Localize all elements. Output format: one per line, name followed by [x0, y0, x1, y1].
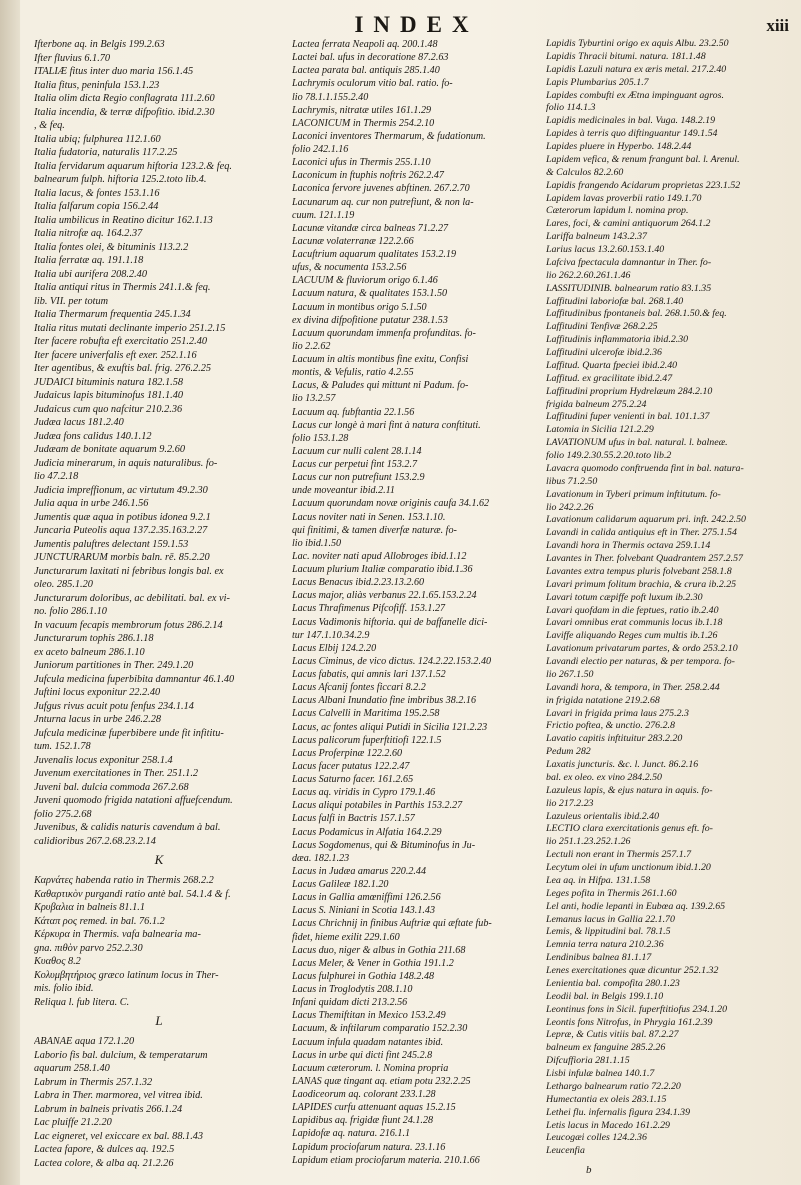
index-entry: Lacus Chrichnij in finibus Auftriæ qui æftate fub-: [292, 918, 492, 930]
index-entry: Lachrymis, nitratæ utiles 161.1.29: [292, 104, 432, 116]
index-entry: Lacus aliqui potabiles in Parthis 153.2.27: [292, 800, 463, 812]
index-entry: Lavationum privatarum partes, & ordo 253.2.10: [546, 643, 738, 655]
index-entry: lio 78.1.1.155.2.40: [292, 91, 369, 103]
index-entry: folio 242.1.16: [292, 144, 349, 155]
index-entry: Lares, foci, & camini antiquorum 264.1.2: [546, 218, 711, 230]
index-entry: Lectuli non erant in Thermis 257.1.7: [546, 849, 692, 861]
index-entry: Judaicus lapis bituminofus 181.1.40: [34, 390, 184, 401]
index-entry: lio 2.2.62: [292, 340, 331, 352]
index-entry: Infani quidam dicti 213.2.56: [292, 997, 408, 1009]
index-entry: Laffitud. ex gracilitate ibid.2.47: [546, 372, 673, 384]
index-entry: Lemnia terra natura 210.2.36: [546, 939, 664, 951]
index-entry: Lacus Calvelli in Maritima 195.2.58: [292, 708, 440, 720]
index-entry: oleo. 285.1.20: [34, 579, 93, 590]
index-entry: Lacunæ vitandæ circa balneas 71.2.27: [292, 222, 449, 234]
index-entry: Lapidis medicinales in bal. Vuga. 148.2.19: [546, 115, 716, 127]
index-entry: Lacus Sogdomenus, qui & Bituminofus in Ju-: [292, 839, 476, 851]
index-entry: Jumentis paluftres delectant 159.1.53: [34, 538, 189, 550]
index-entry: Italia nitrofæ aq. 164.2.37: [34, 228, 143, 239]
entries-la: [292, 38, 542, 1167]
index-entry: Italia fontes olei, & bituminis 113.2.2: [34, 241, 189, 253]
index-entry: cuum. 121.1.19: [292, 209, 355, 221]
index-entry: LAVATIONUM ufus in bal. natural. l. balneæ.: [546, 437, 728, 449]
index-column-1: [34, 38, 284, 1173]
index-entry: Lac pluiffe 21.2.20: [34, 1117, 112, 1128]
index-entry: Lavari primum folitum brachia, & crura ib.2.25: [546, 578, 737, 590]
index-entry: Laffitudini laboriofæ bal. 268.1.40: [546, 295, 684, 307]
index-entry: Lafciva fpectacula damnantur in Ther. fo-: [546, 256, 712, 268]
index-entry: Laconicum in ftuphis noftris 262.2.47: [292, 170, 444, 182]
index-entry: LANAS quæ tingant aq. etiam potu 232.2.25: [292, 1075, 471, 1087]
index-entry: unde moveantur ibid.2.11: [292, 485, 395, 497]
index-entry: Laviffe aliquando Reges cum multis ib.1.26: [546, 630, 718, 642]
index-entry: Lemanus lacus in Gallia 22.1.70: [546, 913, 675, 925]
index-entry: Lel anti, hodie lepanti in Eubœa aq. 139.2.65: [546, 900, 726, 912]
index-entry: Lacus Elbij 124.2.20: [292, 642, 377, 654]
index-entry: ex aceto balneum 286.1.10: [34, 646, 145, 658]
index-entry: lio 13.2.57: [292, 393, 336, 405]
index-entry: Jnturna lacus in urbe 246.2.28: [34, 714, 161, 725]
index-entry: Lavantes in Ther. folvebant Quadrantem 257.2.57: [546, 553, 743, 564]
index-entry: Humectantia ex oleis 283.1.15: [546, 1093, 667, 1105]
index-entry: Jufcula medicinæ fuperbibere unde fit infititu-: [34, 727, 224, 739]
index-entry: Italia ritus mutati declinante imperio 251.2.15: [34, 322, 226, 334]
index-entry: Lavandi electio per naturas, & per tempora. fo-: [546, 656, 735, 667]
index-entry: tur 147.1.10.34.2.9: [292, 629, 370, 641]
index-entry: gna. πιθὸν parvo 252.2.30: [34, 942, 143, 954]
index-entry: Lacus, & Paludes qui mittunt ni Padum. fo-: [292, 380, 469, 392]
index-entry: Lavari omnibus erat communis locus ib.1.18: [546, 617, 723, 629]
index-entry: Lenes exercitationes quæ dicuntur 252.1.32: [546, 965, 719, 976]
index-entry: Lacuum aq. fubftantia 22.1.56: [292, 406, 415, 418]
index-entry: ABANAE aqua 172.1.20: [34, 1036, 135, 1047]
index-entry: folio 114.1.3: [546, 102, 596, 114]
index-entry: lio 242.2.26: [546, 501, 594, 513]
index-entry: Lacuum infula quadam natantes ibid.: [292, 1036, 444, 1048]
index-entry: qui finitimi, & tamen diverfæ naturæ. fo-: [292, 524, 457, 536]
index-entry: Italia ubi aurifera 208.2.40: [34, 268, 147, 280]
index-entry: Lacus Podamicus in Alfatia 164.2.29: [292, 826, 442, 838]
index-entry: JUNCTURARUM morbis baln. rē. 85.2.20: [34, 552, 210, 563]
index-entry: Leontinus fons in Sicil. fuperftitiofus 234.1.20: [546, 1003, 728, 1015]
index-entry: Laffitud. Quarta fpeciei ibid.2.40: [546, 359, 678, 371]
index-entry: lio 217.2.23: [546, 797, 594, 809]
index-entry: Lapidum etiam prociofarum materia. 210.1.66: [292, 1154, 480, 1166]
index-entry: Κρυβαλια in balneis 81.1.1: [34, 902, 146, 913]
index-entry: , & feq.: [34, 120, 65, 131]
index-entry: Laffitudinis inflammatoria ibid.2.30: [546, 334, 689, 346]
index-entry: Lacus in urbe qui dicti fint 245.2.8: [292, 1049, 433, 1061]
index-entry: Lacus Albani Inundatio fine imbribus 38.2.16: [292, 695, 477, 707]
index-entry: Lapidis frangendo Acidarum proprietas 223.1.52: [546, 179, 741, 191]
index-entry: Juftini locus exponitur 22.2.40: [34, 687, 161, 698]
index-entry: Lactea fapore, & dulces aq. 192.5: [34, 1144, 175, 1155]
index-entry: lib. VII. per totum: [34, 295, 109, 307]
index-entry: Lecytum olei in ufum unctionum ibid.1.20: [546, 862, 711, 873]
index-entry: & Calculos 82.2.60: [546, 166, 624, 178]
index-entry: mis. folio ibid.: [34, 983, 94, 994]
index-entry: folio 275.2.68: [34, 808, 92, 820]
index-entry: Κυαθος 8.2: [34, 956, 81, 967]
index-entry: Laffitudini fuper venienti in bal. 101.1.37: [546, 411, 710, 423]
index-entry: Pedum 282: [546, 746, 591, 758]
index-entry: Καρνάτες habenda ratio in Thermis 268.2.2: [34, 875, 214, 886]
index-entry: Laffitudinibus fpontaneis bal. 268.1.50.& feq.: [546, 308, 727, 320]
index-entry: LECTIO clara exercitationis genus eft. fo-: [546, 823, 713, 835]
index-entry: Juncturarum doloribus, ac debilitati. bal. ex vi-: [34, 592, 230, 604]
index-entry: Lacus Benacus ibid.2.23.13.2.60: [292, 577, 425, 589]
index-entry: Lacuum plurium Italiæ comparatio ibid.1.36: [292, 564, 473, 575]
index-entry: LASSITUDINIB. balnearum ratio 83.1.35: [546, 282, 712, 294]
index-entry: Καθαρτικὸν purgandi ratio antè bal. 54.1.4 & f.: [34, 888, 231, 900]
index-entry: Leucenfia: [546, 1145, 585, 1157]
index-entry: Lenientia bal. compofita 280.1.23: [546, 977, 680, 989]
index-entry: Lazuleus lapis, & ejus natura in aquis. fo-: [546, 784, 713, 796]
index-entry: tum. 152.1.78: [34, 741, 91, 752]
index-entry: In vacuum fecapis membrorum fotus 286.2.14: [34, 619, 223, 631]
index-entry: Italia fervidarum aquarum hiftoria 123.2.& feq.: [34, 160, 232, 172]
index-entry: Leucogæi colles 124.2.36: [546, 1132, 647, 1144]
index-entry: Lacus cur longè à mari fint à natura conftituti.: [292, 419, 481, 431]
index-entry: Laconici inventores Thermarum, & fudationum.: [292, 130, 486, 142]
index-entry: Italia fitus, peninfula 153.1.23: [34, 79, 160, 91]
index-entry: Ifterbone aq. in Belgis 199.2.63: [34, 39, 165, 50]
index-entry: Italia ubiq; fulphurea 112.1.60: [34, 133, 161, 145]
index-entry: Lacuum in altis montibus fine exitu, Confisi: [292, 354, 469, 365]
index-entry: Italia umbilicus in Reatino dicitur 162.1.13: [34, 214, 213, 226]
index-entry: Laxatis juncturis. &c. l. Junct. 86.2.16: [546, 759, 699, 770]
index-entry: Italia ferratæ aq. 191.1.18: [34, 255, 144, 266]
index-entry: Lavatio capitis inftituitur 283.2.20: [546, 733, 683, 745]
index-entry: Lacus Meler, & Vener in Gothia 191.1.2: [292, 957, 454, 969]
index-entry: Italia olim dicta Regio conflagrata 111.2.60: [34, 93, 215, 104]
index-entry: Lacus in Judæa amarus 220.2.44: [292, 865, 427, 877]
index-entry: Juncaria Puteolis aqua 137.2.35.163.2.27: [34, 525, 208, 536]
page-number: xiii: [766, 16, 789, 35]
index-entry: Lacuum in montibus origo 5.1.50: [292, 301, 427, 313]
index-entry: Lacuftrium aquarum qualitates 153.2.19: [292, 249, 457, 260]
index-entry: Lapis Plumbarius 205.1.7: [546, 76, 649, 88]
index-entry: Italia fudatoria, naturalis 117.2.25: [34, 147, 178, 158]
page-header: [40, 6, 793, 40]
index-entry: Lapides pluere in Hyperbo. 148.2.44: [546, 141, 692, 152]
index-entry: frigida balneum 275.2.24: [546, 398, 647, 410]
entries-i-j: [34, 38, 284, 848]
index-entry: ufus, & nocumenta 153.2.56: [292, 262, 407, 274]
index-entry: Lavationum in Tyberi primum inftitutum. fo-: [546, 488, 721, 500]
index-entry: Lapidis Thracii bitumi. natura. 181.1.48: [546, 50, 706, 62]
index-entry: Lac eigneret, vel exiccare ex bal. 88.1.43: [34, 1130, 204, 1142]
page-title: INDEX: [354, 12, 479, 37]
index-entry: Lacus, ac fontes aliqui Putidi in Sicilia 121.2.23: [292, 721, 488, 733]
index-entry: Ifter fluvius 6.1.70: [34, 52, 111, 64]
index-entry: Jumentis quæ aqua in potibus idonea 9.2.1: [34, 511, 211, 523]
index-entry: Lacus facer putatus 122.2.47: [292, 760, 410, 772]
index-entry: Lacuum cur nulli calent 28.1.14: [292, 445, 422, 457]
index-entry: LAPIDES curfu attenuant aquas 15.2.15: [292, 1102, 456, 1114]
index-entry: Lethargo balnearum ratio 72.2.20: [546, 1080, 681, 1092]
index-entry: Lacus Saturno facer. 161.2.65: [292, 774, 414, 785]
index-entry: Reliqua l. fub litera. C.: [34, 996, 130, 1008]
index-entry: lio 267.1.50: [546, 668, 594, 680]
index-entry: Laffitudini ulcerofæ ibid.2.36: [546, 347, 662, 358]
index-entry: Frictio poftea, & unctio. 276.2.8: [546, 720, 675, 732]
index-entry: Laffitudini Tenfivæ 268.2.25: [546, 321, 658, 333]
index-entry: in frigida natatione 219.2.68: [546, 694, 660, 706]
index-entry: Lacus Thrafimenus Pifcofiff. 153.1.27: [292, 603, 446, 615]
index-entry: Lacus Galileæ 182.1.20: [292, 879, 389, 890]
entries-la-le: [546, 38, 796, 1158]
index-entry: Lacus fulphurei in Gothia 148.2.48: [292, 970, 435, 982]
index-entry: Lavationum calidarum aquarum pri. inft. 242.2.50: [546, 514, 746, 526]
index-entry: balnearum fulph. hiftoria 125.2.toto lib.4.: [34, 174, 207, 185]
index-entry: Lacus Ciminus, de vico dictus. 124.2.22.153.2.40: [292, 655, 492, 667]
index-entry: Leges pofita in Thermis 261.1.60: [546, 887, 677, 899]
index-entry: lio 262.2.60.261.1.46: [546, 269, 631, 281]
index-entry: Lacus fabatis, qui amnis lari 137.1.52: [292, 669, 446, 680]
index-entry: lio 47.2.18: [34, 471, 79, 482]
index-entry: Lacus Proferpinæ 122.2.60: [292, 747, 403, 759]
index-entry: Κολυμβητήριος græco latinum locus in Ther-: [34, 969, 219, 981]
entries-l: [34, 1035, 284, 1170]
index-entry: Labrum in balneis privatis 266.1.24: [34, 1103, 183, 1115]
index-entry: Labrum in Thermis 257.1.32: [34, 1076, 153, 1088]
index-entry: Lazuleus orientalis ibid.2.40: [546, 810, 660, 822]
index-entry: lio 251.1.23.252.1.26: [546, 836, 631, 848]
index-entry: Jufcula medicina fuperbibita damnantur 46.1.40: [34, 673, 235, 685]
index-entry: ex divina difpofitione putatur 238.1.53: [292, 314, 448, 326]
index-entry: Lacus palicorum fuperftitiofi 122.1.5: [292, 734, 442, 746]
index-entry: Lemis, & lippitudini bal. 78.1.5: [546, 926, 671, 938]
index-entry: Lapides à terris quo diftinguantur 149.1.54: [546, 128, 718, 140]
index-entry: Lea aq. in Hifpa. 131.1.58: [546, 874, 651, 886]
index-entry: Laborio fis bal. dulcium, & temperatarum: [34, 1049, 208, 1061]
index-entry: Judæa lacus 181.2.40: [34, 417, 124, 428]
index-entry: Lacus cur non putrefiunt 153.2.9: [292, 472, 425, 484]
index-entry: Italia lacus, & fontes 153.1.16: [34, 187, 160, 199]
index-entry: Lavari totum cæpiffe poft luxum ib.2.30: [546, 591, 703, 603]
index-entry: Italia incendia, & terræ difpofitio. ibid.2.30: [34, 106, 215, 118]
index-entry: Iter facere robufta eft exercitatio 251.2.40: [34, 336, 208, 347]
index-entry: Lapidis Lazuli natura ex æris metal. 217.2.40: [546, 63, 727, 75]
index-entry: Laconica fervore juvenes abftinen. 267.2.70: [292, 183, 470, 195]
index-entry: Lapidis Tyburtini origo ex aquis Albu. 23.2.50: [546, 38, 729, 49]
index-entry: libus 71.2.50: [546, 475, 598, 487]
index-entry: ITALIÆ fitus inter duo maria 156.1.45: [34, 66, 194, 77]
index-entry: Lavari quofdam in die feptues, ratio ib.2.40: [546, 604, 719, 616]
index-entry: Lacus major, aliàs verbanus 22.1.65.153.2.24: [292, 590, 477, 602]
index-entry: Lactea colore, & alba aq. 21.2.26: [34, 1157, 174, 1169]
index-entry: Lacus Themiftitan in Mexico 153.2.49: [292, 1010, 446, 1022]
index-entry: Lacus noviter nati in Senen. 153.1.10.: [292, 511, 446, 523]
index-entry: Lacuum cæterorum. l. Nomina propria: [292, 1062, 449, 1074]
index-entry: Κάταπ ρος remed. in bal. 76.1.2: [34, 915, 165, 927]
index-entry: no. folio 286.1.10: [34, 606, 107, 617]
index-entry: Κέρκυρα in Thermis. vafa balnearia ma-: [34, 929, 201, 940]
index-entry: lio ibid.1.50: [292, 537, 342, 549]
index-entry: Lacunæ volaterranæ 122.2.66: [292, 235, 414, 247]
index-entry: Italia Thermarum frequentia 245.1.34: [34, 309, 191, 320]
index-entry: Juncturarum tophis 286.1.18: [34, 633, 154, 644]
index-entry: Laodiceorum aq. colorant 233.1.28: [292, 1089, 436, 1100]
index-entry: Iter agentibus, & exuftis bal. frig. 276.2.25: [34, 363, 212, 374]
index-entry: Latomia in Sicilia 121.2.29: [546, 424, 654, 436]
index-entry: LACUUM & fluviorum origo 6.1.46: [292, 275, 438, 287]
index-entry: Juvenalis locus exponitur 258.1.4: [34, 754, 173, 766]
signature-mark: b: [586, 1164, 592, 1176]
index-entry: Lariffa balneum 143.2.37: [546, 231, 647, 243]
entries-k: [34, 874, 284, 1009]
index-entry: Judæam de bonitate aquarum 9.2.60: [34, 444, 186, 455]
index-entry: Larius lacus 13.2.60.153.1.40: [546, 244, 665, 255]
index-entry: Lapidem lavas proverbii ratio 149.1.70: [546, 192, 702, 204]
index-entry: Lacus in Troglodytis 208.1.10: [292, 984, 413, 995]
index-entry: Lavandi hora in Thermis octava 259.1.14: [546, 540, 711, 552]
binding-gutter: [0, 0, 20, 1185]
index-entry: Juveni bal. dulcia commoda 267.2.68: [34, 781, 189, 793]
index-entry: Juniorum partitiones in Ther. 249.1.20: [34, 660, 194, 671]
index-entry: Lacuum quorundam immenfa profunditas. fo-: [292, 327, 476, 339]
index-entry: Judæa fons calidus 140.1.12: [34, 430, 152, 442]
index-entry: Juvenum exercitationes in Ther. 251.1.2: [34, 768, 199, 779]
index-entry: Juvenibus, & calidis naturis cavendum à bal.: [34, 822, 221, 833]
index-entry: Julia aqua in urbe 246.1.56: [34, 498, 149, 509]
index-entry: Jufgus rivus acuit potu fenfus 234.1.14: [34, 700, 194, 712]
index-entry: Lachrymis oculorum vitio bal. ratio. fo-: [292, 78, 453, 90]
index-entry: Lisbi infulæ balnea 140.1.7: [546, 1068, 655, 1079]
index-entry: Lavandi hora, & tempora, in Ther. 258.2.44: [546, 681, 720, 693]
index-entry: Lacuum, & inftilarum comparatio 152.2.30: [292, 1023, 468, 1035]
index-entry: Lapides combufti ex Ætna impinguant agros.: [546, 89, 724, 101]
index-entry: Lacus cur perpetui fint 153.2.7: [292, 459, 418, 470]
section-letter-k: K: [154, 852, 164, 867]
index-entry: Lapidofæ aq. natura. 216.1.1: [292, 1128, 411, 1140]
index-entry: Lendinibus balnea 81.1.17: [546, 952, 652, 964]
index-entry: LACONICUM in Thermis 254.2.10: [292, 117, 435, 129]
index-entry: Lacus in Gallia amœniffimi 126.2.56: [292, 892, 441, 904]
index-entry: Lacuum natura, & qualitates 153.1.50: [292, 288, 448, 300]
index-entry: Laffitudini proprium Hydrelæum 284.2.10: [546, 385, 713, 397]
index-entry: Lacus falfi in Bactris 157.1.57: [292, 813, 415, 825]
index-entry: Laconici ufus in Thermis 255.1.10: [292, 157, 431, 169]
index-entry: Lapidum prociofarum natura. 23.1.16: [292, 1141, 446, 1153]
index-entry: calidioribus 267.2.68.23.2.14: [34, 835, 156, 847]
index-entry: Lepræ, & Cutis vitiis bal. 87.2.27: [546, 1029, 679, 1041]
index-entry: Lavari in frigida prima laus 275.2.3: [546, 707, 689, 719]
index-column-2: [292, 38, 542, 1173]
index-entry: folio 153.1.28: [292, 432, 349, 444]
index-entry: Judicia minerarum, in aquis naturalibus. fo-: [34, 457, 218, 469]
index-entry: Lacus aq. viridis in Cypro 179.1.46: [292, 787, 436, 799]
index-entry: Lactei bal. ufus in decoratione 87.2.63: [292, 52, 449, 64]
index-entry: Lacus duo, niger & albus in Gothia 211.68: [292, 944, 466, 956]
index-entry: Italia falfarum copia 156.2.44: [34, 201, 159, 212]
index-entry: Lapidibus aq. frigidæ fiunt 24.1.28: [292, 1115, 434, 1127]
index-entry: Iter facere univerfalis eft exer. 252.1.16: [34, 349, 197, 361]
index-entry: fidet, hieme exilit 229.1.60: [292, 931, 400, 943]
index-entry: Italia antiqui ritus in Thermis 241.1.& feq.: [34, 282, 211, 293]
index-entry: Labra in Ther. marmorea, vel vitrea ibid.: [34, 1090, 203, 1101]
section-letter-l: L: [155, 1013, 163, 1028]
index-entry: Lacus Vadimonis hiftoria. qui de baffanelle dici-: [292, 616, 488, 628]
index-entry: Leontis fons Nitrofus, in Phrygia 161.2.39: [546, 1016, 713, 1028]
index-entry: Juveni quomodo frigida natationi affuefcendum.: [34, 795, 233, 806]
index-entry: Lethei flu. infernalis figura 234.1.39: [546, 1106, 691, 1118]
index-entry: Cæterorum lapidum l. nomina prop.: [546, 205, 689, 217]
index-entry: aquarum 258.1.40: [34, 1063, 110, 1074]
index-entry: montis, & Vefulis, ratio 4.2.55: [292, 367, 414, 379]
index-entry: Lacus Afcanij fontes ficcari 8.2.2: [292, 682, 426, 694]
index-entry: JUDAICI bituminis natura 182.1.58: [34, 376, 184, 388]
index-entry: Leodii bal. in Belgis 199.1.10: [546, 990, 664, 1002]
index-entry: Lac. noviter nati apud Allobroges ibid.1.12: [292, 550, 467, 562]
index-entry: Letis lacus in Macedo 161.2.29: [546, 1119, 670, 1131]
index-entry: balneum ex fanguine 285.2.26: [546, 1042, 666, 1054]
index-entry: Lapidem vefica, & renum frangunt bal. l. Arenul.: [546, 153, 740, 165]
index-entry: Judaicus cum quo nafcitur 210.2.36: [34, 403, 183, 415]
index-entry: Juncturarum laxitati ni febribus longis bal. ex: [34, 565, 224, 577]
index-entry: Lacus S. Niniani in Scotia 143.1.43: [292, 905, 435, 917]
index-column-3: [546, 38, 796, 1173]
index-entry: Lactea ferrata Neapoli aq. 200.1.48: [292, 39, 438, 50]
index-entry: Lavandi in calida antiquius eft in Ther. 275.1.54: [546, 527, 737, 539]
index-entry: dæa. 182.1.23: [292, 852, 350, 864]
index-entry: folio 149.2.30.55.2.20.toto lib.2: [546, 450, 672, 461]
index-entry: Difcuffioria 281.1.15: [546, 1055, 630, 1067]
index-entry: Lacuum quorundam novæ originis caufa 34.1.62: [292, 498, 490, 510]
index-entry: Lavantes extra tempus pluris folvebant 258.1.8: [546, 565, 732, 577]
index-entry: Lacunarum aq. cur non putrefiunt, & non la-: [292, 196, 474, 208]
index-columns: [34, 38, 796, 1178]
index-entry: Lavacra quomodo conftruenda fint in bal. natura-: [546, 462, 744, 474]
index-entry: Judicia impreffionum, ac virtutum 49.2.30: [34, 484, 208, 496]
index-entry: bal. ex oleo. ex vino 284.2.50: [546, 771, 662, 783]
index-entry: Lactea parata bal. antiquis 285.1.40: [292, 65, 440, 77]
